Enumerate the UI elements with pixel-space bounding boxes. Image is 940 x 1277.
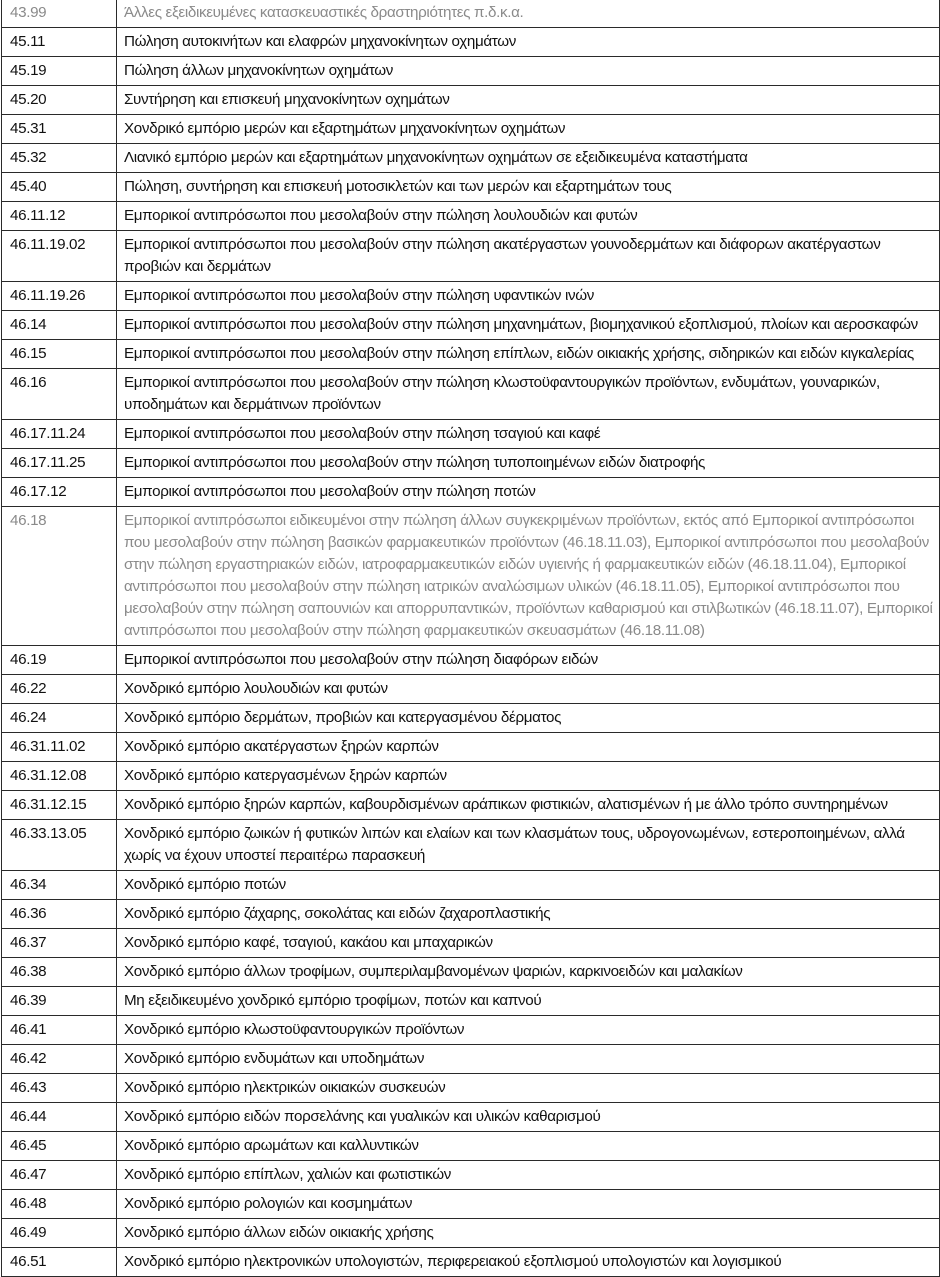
activity-description-cell: Χονδρικό εμπόριο ρολογιών και κοσμημάτων [117, 1190, 940, 1219]
table-row [2, 1132, 940, 1161]
activity-description-cell: Χονδρικό εμπόριο ζάχαρης, σοκολάτας και ειδών ζαχαροπλαστικής [117, 900, 940, 929]
activity-description-cell: Εμπορικοί αντιπρόσωποι που μεσολαβούν στην πώληση επίπλων, ειδών οικιακής χρήσης, σιδηρικών και ειδών κιγκαλερίας [117, 340, 940, 369]
activity-description-cell: Χονδρικό εμπόριο λουλουδιών και φυτών [117, 675, 940, 704]
activity-description-cell: Εμπορικοί αντιπρόσωποι που μεσολαβούν στην πώληση τυποποιημένων ειδών διατροφής [117, 449, 940, 478]
activity-code-cell: 45.32 [2, 144, 117, 173]
activity-code-cell: 46.11.19.02 [2, 231, 117, 282]
activity-code-cell: 46.11.12 [2, 202, 117, 231]
activity-code-cell: 46.45 [2, 1132, 117, 1161]
activity-code-cell: 46.19 [2, 646, 117, 675]
table-row [2, 202, 940, 231]
table-row [2, 478, 940, 507]
table-row [2, 1161, 940, 1190]
table-row [2, 173, 940, 202]
activity-description-cell: Χονδρικό εμπόριο ακατέργαστων ξηρών καρπών [117, 733, 940, 762]
table-row [2, 929, 940, 958]
activity-description-cell: Συντήρηση και επισκευή μηχανοκίνητων οχημάτων [117, 86, 940, 115]
activity-description-cell: Χονδρικό εμπόριο επίπλων, χαλιών και φωτιστικών [117, 1161, 940, 1190]
activity-code-cell: 45.19 [2, 57, 117, 86]
table-row [2, 231, 940, 282]
activity-description-cell: Χονδρικό εμπόριο δερμάτων, προβιών και κατεργασμένου δέρματος [117, 704, 940, 733]
activity-description-cell: Χονδρικό εμπόριο αρωμάτων και καλλυντικών [117, 1132, 940, 1161]
activity-description-cell: Λιανικό εμπόριο μερών και εξαρτημάτων μηχανοκίνητων οχημάτων σε εξειδικευμένα καταστήματα [117, 144, 940, 173]
table-row [2, 115, 940, 144]
table-row [2, 1016, 940, 1045]
activity-code-cell: 46.11.19.26 [2, 282, 117, 311]
activity-description-cell: Χονδρικό εμπόριο ξηρών καρπών, καβουρδισμένων αράπικων φιστικιών, αλατισμένων ή με άλλο τρόπο συντηρημένων [117, 791, 940, 820]
activity-description-cell: Πώληση άλλων μηχανοκίνητων οχημάτων [117, 57, 940, 86]
activity-code-cell: 46.33.13.05 [2, 820, 117, 871]
activity-description-cell: Εμπορικοί αντιπρόσωποι που μεσολαβούν στην πώληση κλωστοϋφαντουργικών προϊόντων, ενδυμάτων, γουναρικών, υποδημάτων και δερμάτινων προϊόντων [117, 369, 940, 420]
activity-description-cell: Εμπορικοί αντιπρόσωποι που μεσολαβούν στην πώληση υφαντικών ινών [117, 282, 940, 311]
activity-code-cell: 46.17.12 [2, 478, 117, 507]
activity-code-cell: 46.43 [2, 1074, 117, 1103]
activity-code-cell: 45.20 [2, 86, 117, 115]
table-row [2, 311, 940, 340]
activity-description-cell: Εμπορικοί αντιπρόσωποι που μεσολαβούν στην πώληση ακατέργαστων γουνοδερμάτων και διάφορων ακατέργαστων προβιών και δερμάτων [117, 231, 940, 282]
activity-code-cell: 46.17.11.24 [2, 420, 117, 449]
activity-description-cell: Χονδρικό εμπόριο άλλων τροφίμων, συμπεριλαμβανομένων ψαριών, καρκινοειδών και μαλακίων [117, 958, 940, 987]
activity-description-cell: Εμπορικοί αντιπρόσωποι που μεσολαβούν στην πώληση ποτών [117, 478, 940, 507]
table-row [2, 449, 940, 478]
activity-description-cell: Χονδρικό εμπόριο καφέ, τσαγιού, κακάου και μπαχαρικών [117, 929, 940, 958]
table-row [2, 762, 940, 791]
activity-code-cell: 43.99 [2, 0, 117, 28]
activity-code-cell: 45.40 [2, 173, 117, 202]
activity-code-cell: 46.42 [2, 1045, 117, 1074]
activity-description-cell: Χονδρικό εμπόριο κλωστοϋφαντουργικών προϊόντων [117, 1016, 940, 1045]
activity-code-cell: 45.11 [2, 28, 117, 57]
activity-code-cell: 46.15 [2, 340, 117, 369]
activity-description-cell: Χονδρικό εμπόριο ζωικών ή φυτικών λιπών και ελαίων και των κλασμάτων τους, υδρογονωμένων, εστεροποιημένων, αλλά χωρίς να έχουν υποστεί περαιτέρω παρασκευή [117, 820, 940, 871]
table-row [2, 1103, 940, 1132]
table-row [2, 0, 940, 28]
activity-description-cell: Χονδρικό εμπόριο άλλων ειδών οικιακής χρήσης [117, 1219, 940, 1248]
activity-code-cell: 46.17.11.25 [2, 449, 117, 478]
table-row [2, 871, 940, 900]
activity-description-cell: Χονδρικό εμπόριο ενδυμάτων και υποδημάτων [117, 1045, 940, 1074]
table-row [2, 1074, 940, 1103]
activity-description-cell: Μη εξειδικευμένο χονδρικό εμπόριο τροφίμων, ποτών και καπνού [117, 987, 940, 1016]
activity-code-cell: 46.22 [2, 675, 117, 704]
table-row [2, 86, 940, 115]
activity-description-cell: Πώληση αυτοκινήτων και ελαφρών μηχανοκίνητων οχημάτων [117, 28, 940, 57]
activity-description-cell: Εμπορικοί αντιπρόσωποι που μεσολαβούν στην πώληση μηχανημάτων, βιομηχανικού εξοπλισμού, πλοίων και αεροσκαφών [117, 311, 940, 340]
table-row [2, 958, 940, 987]
activity-code-cell: 46.31.12.08 [2, 762, 117, 791]
activity-description-cell: Χονδρικό εμπόριο κατεργασμένων ξηρών καρπών [117, 762, 940, 791]
activity-codes-table-body [2, 0, 940, 1277]
table-row [2, 675, 940, 704]
table-row [2, 646, 940, 675]
table-row [2, 507, 940, 646]
activity-codes-table [1, 0, 940, 1277]
activity-code-cell: 46.49 [2, 1219, 117, 1248]
activity-description-cell: Χονδρικό εμπόριο ηλεκτρικών οικιακών συσκευών [117, 1074, 940, 1103]
activity-description-cell: Χονδρικό εμπόριο μερών και εξαρτημάτων μηχανοκίνητων οχημάτων [117, 115, 940, 144]
activity-code-cell: 46.47 [2, 1161, 117, 1190]
table-row [2, 340, 940, 369]
activity-code-cell: 46.39 [2, 987, 117, 1016]
activity-description-cell: Άλλες εξειδικευμένες κατασκευαστικές δραστηριότητες π.δ.κ.α. [117, 0, 940, 28]
activity-code-cell: 46.51 [2, 1248, 117, 1277]
activity-code-cell: 45.31 [2, 115, 117, 144]
table-row [2, 733, 940, 762]
table-row [2, 704, 940, 733]
activity-description-cell: Εμπορικοί αντιπρόσωποι που μεσολαβούν στην πώληση λουλουδιών και φυτών [117, 202, 940, 231]
table-row [2, 900, 940, 929]
table-row [2, 282, 940, 311]
activity-code-cell: 46.37 [2, 929, 117, 958]
table-row [2, 1248, 940, 1277]
table-row [2, 420, 940, 449]
activity-code-cell: 46.31.11.02 [2, 733, 117, 762]
activity-code-cell: 46.14 [2, 311, 117, 340]
activity-code-cell: 46.36 [2, 900, 117, 929]
activity-description-cell: Πώληση, συντήρηση και επισκευή μοτοσικλετών και των μερών και εξαρτημάτων τους [117, 173, 940, 202]
activity-code-cell: 46.44 [2, 1103, 117, 1132]
table-row [2, 28, 940, 57]
activity-description-cell: Χονδρικό εμπόριο ποτών [117, 871, 940, 900]
table-row [2, 820, 940, 871]
table-row [2, 1219, 940, 1248]
activity-code-cell: 46.24 [2, 704, 117, 733]
activity-description-cell: Εμπορικοί αντιπρόσωποι που μεσολαβούν στην πώληση τσαγιού και καφέ [117, 420, 940, 449]
activity-description-cell: Εμπορικοί αντιπρόσωποι ειδικευμένοι στην πώληση άλλων συγκεκριμένων προϊόντων, εκτός από Εμπορικοί αντιπρόσωποι που μεσολαβούν στην πώληση βασικών φαρμακευτικών προϊόντων (46.18.11.03), Εμπορικοί αντιπρόσωποι που μεσολαβούν στην πώληση εργαστηριακών ειδών, ιατροφαρμακευτικών ειδών υγιεινής ή φαρμακευτικών ειδών (46.18.11.04), Εμπορικοί αντιπρόσωποι που μεσολαβούν στην πώληση ιατρικών αναλώσιμων υλικών (46.18.11.05), Εμπορικοί αντιπρόσωποι που μεσολαβούν στην πώληση σαπουνιών και απορρυπαντικών, προϊόντων καθαρισμού και στιλβωτικών (46.18.11.07), Εμπορικοί αντιπρόσωποι που μεσολαβούν στην πώληση φαρμακευτικών σκευασμάτων (46.18.11.08) [117, 507, 940, 646]
activity-code-cell: 46.34 [2, 871, 117, 900]
table-row [2, 1190, 940, 1219]
activity-code-cell: 46.18 [2, 507, 117, 646]
table-row [2, 987, 940, 1016]
activity-code-cell: 46.41 [2, 1016, 117, 1045]
table-row [2, 57, 940, 86]
table-row [2, 1045, 940, 1074]
activity-description-cell: Εμπορικοί αντιπρόσωποι που μεσολαβούν στην πώληση διαφόρων ειδών [117, 646, 940, 675]
activity-code-cell: 46.31.12.15 [2, 791, 117, 820]
activity-description-cell: Χονδρικό εμπόριο ειδών πορσελάνης και γυαλικών και υλικών καθαρισμού [117, 1103, 940, 1132]
activity-code-cell: 46.16 [2, 369, 117, 420]
activity-description-cell: Χονδρικό εμπόριο ηλεκτρονικών υπολογιστών, περιφερειακού εξοπλισμού υπολογιστών και λογισμικού [117, 1248, 940, 1277]
activity-code-cell: 46.48 [2, 1190, 117, 1219]
table-row [2, 369, 940, 420]
table-row [2, 791, 940, 820]
table-row [2, 144, 940, 173]
activity-code-cell: 46.38 [2, 958, 117, 987]
